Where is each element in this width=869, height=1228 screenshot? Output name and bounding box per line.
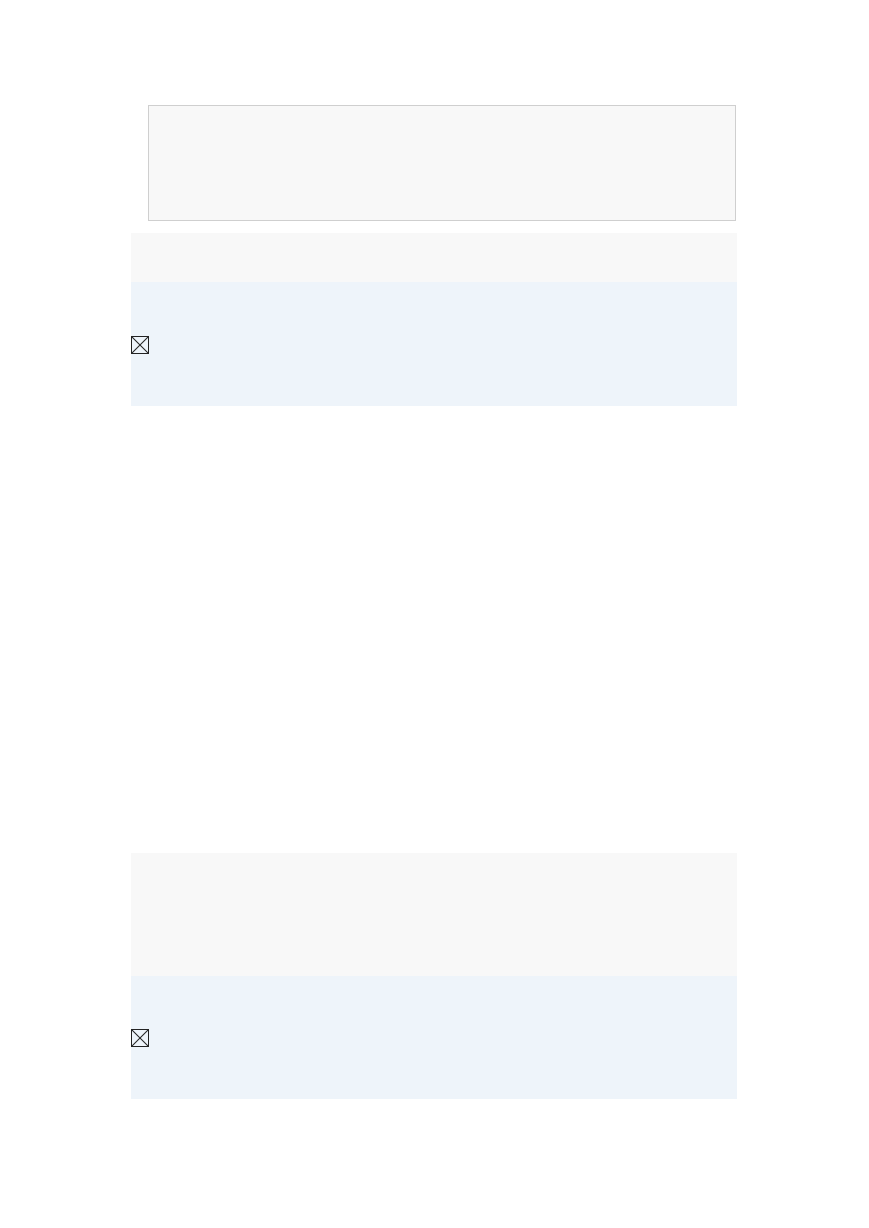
intro-band-2	[131, 853, 737, 976]
code-toolbar-2	[131, 976, 737, 1099]
intro-band-1	[131, 233, 737, 282]
code-block-top	[148, 105, 736, 221]
copy-icon-1[interactable]	[131, 336, 149, 354]
code-toolbar-1	[131, 282, 737, 406]
copy-icon-2[interactable]	[131, 1029, 149, 1047]
